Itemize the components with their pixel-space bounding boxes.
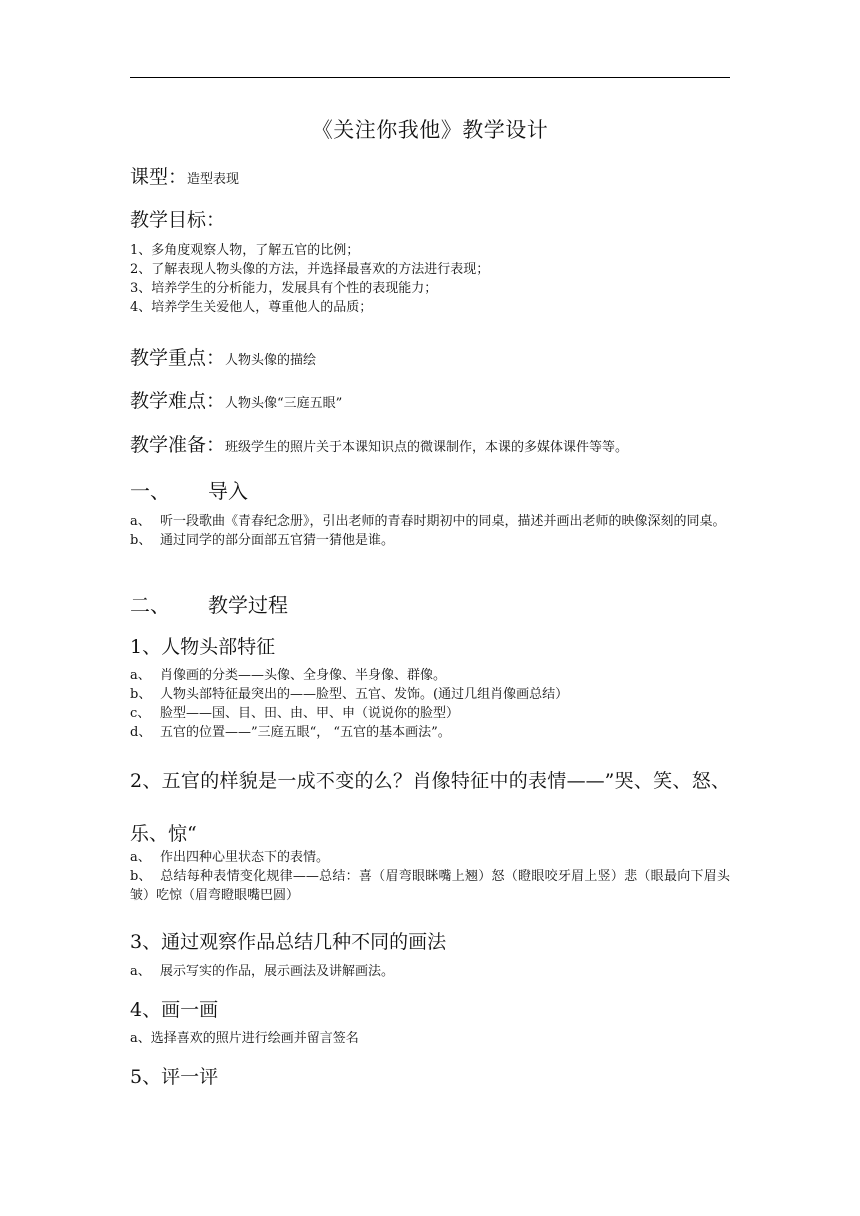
difficulty-label: 教学难点： [130, 390, 226, 412]
key-point [130, 343, 316, 370]
item-mark: c、 [130, 706, 151, 721]
item-mark: b、 [130, 869, 152, 884]
preparation-label: 教学准备： [130, 434, 226, 456]
subsection-4-title: 4、画一画 [130, 999, 219, 1021]
item-text: 听一段歌曲《青春纪念册》，引出老师的青春时期初中的同桌，描述并画出老师的映像深刻的同桌。 [160, 514, 726, 529]
lesson-type-value: 造型表现 [187, 172, 240, 187]
key-point-value: 人物头像的描绘 [225, 353, 317, 368]
subsection-3-list [130, 962, 730, 981]
list-item: a、选择喜欢的照片进行绘画并留言签名 [130, 1031, 359, 1046]
objective-item: 4、培养学生关爱他人，尊重他人的品质； [130, 300, 373, 315]
list-item [130, 666, 730, 685]
objectives-label: 教学目标： [130, 209, 226, 231]
item-mark: a、 [130, 964, 151, 979]
item-text: 通过同学的部分面部五官猜一猜他是谁。 [160, 533, 395, 548]
subsection-1-list [130, 666, 730, 742]
section-1-heading [130, 475, 248, 504]
preparation [130, 430, 628, 457]
section-2-number: 二、 [130, 593, 170, 617]
subsection-2-title: 2、五官的样貌是一成不变的么？肖像特征中的表情——”哭、笑、怒、乐、惊“ [130, 770, 730, 845]
objective-item: 3、培养学生的分析能力，发展具有个性的表现能力； [130, 281, 438, 296]
lesson-type-label: 课型： [130, 166, 188, 188]
document-title: 《关注你我他》教学设计 [311, 118, 549, 142]
item-text: 脸型——国、目、田、由、甲、申（说说你的脸型） [160, 706, 460, 721]
subsection-1-title: 1、人物头部特征 [130, 636, 276, 658]
item-mark: a、 [130, 514, 151, 529]
list-item [130, 848, 730, 867]
item-mark: b、 [130, 533, 152, 548]
section-2-heading [130, 589, 288, 618]
item-text: 肖像画的分类——头像、全身像、半身像、群像。 [160, 668, 447, 683]
item-text: 作出四种心里状态下的表情。 [160, 850, 330, 865]
item-mark: d、 [130, 725, 152, 740]
section-2-title: 教学过程 [208, 593, 288, 617]
item-mark: a、 [130, 668, 151, 683]
item-text: 展示写实的作品，展示画法及讲解画法。 [160, 964, 395, 979]
subsection-2-list [130, 848, 730, 905]
subsection-4-list [130, 1029, 730, 1048]
subsection-5-title: 5、评一评 [130, 1066, 219, 1088]
item-text: 人物头部特征最突出的——脸型、五官、发饰。(通过几组肖像画总结） [160, 687, 569, 702]
item-text: 总结每种表情变化规律——总结：喜（眉弯眼眯嘴上翘）怒（瞪眼咬牙眉上竖）悲（眼最向下眉头皱）吃惊（眉弯瞪眼嘴巴圆） [130, 869, 730, 903]
difficulty-value: 人物头像“三庭五眼” [225, 396, 343, 411]
list-item [130, 723, 730, 742]
subsection-3-title: 3、通过观察作品总结几种不同的画法 [130, 931, 447, 953]
section-1-list [130, 512, 730, 550]
difficulty [130, 386, 342, 413]
item-mark: b、 [130, 687, 152, 702]
section-1-title: 导入 [208, 479, 248, 503]
list-item [130, 512, 730, 531]
preparation-value: 班级学生的照片关于本课知识点的微课制作，本课的多媒体课件等等。 [225, 440, 629, 455]
list-item [130, 867, 730, 905]
item-mark: a、 [130, 850, 151, 865]
list-item [130, 685, 730, 704]
list-item [130, 962, 730, 981]
lesson-type [130, 162, 239, 189]
header-rule [130, 77, 730, 78]
list-item [130, 531, 730, 550]
objective-item: 2、了解表现人物头像的方法，并选择最喜欢的方法进行表现； [130, 262, 490, 277]
section-1-number: 一、 [130, 479, 170, 503]
item-text: 五官的位置——”三庭五眼“， “五官的基本画法”。 [160, 725, 451, 740]
objective-item: 1、多角度观察人物，了解五官的比例； [130, 243, 360, 258]
objectives-list [130, 241, 730, 317]
list-item [130, 704, 730, 723]
key-point-label: 教学重点： [130, 347, 226, 369]
